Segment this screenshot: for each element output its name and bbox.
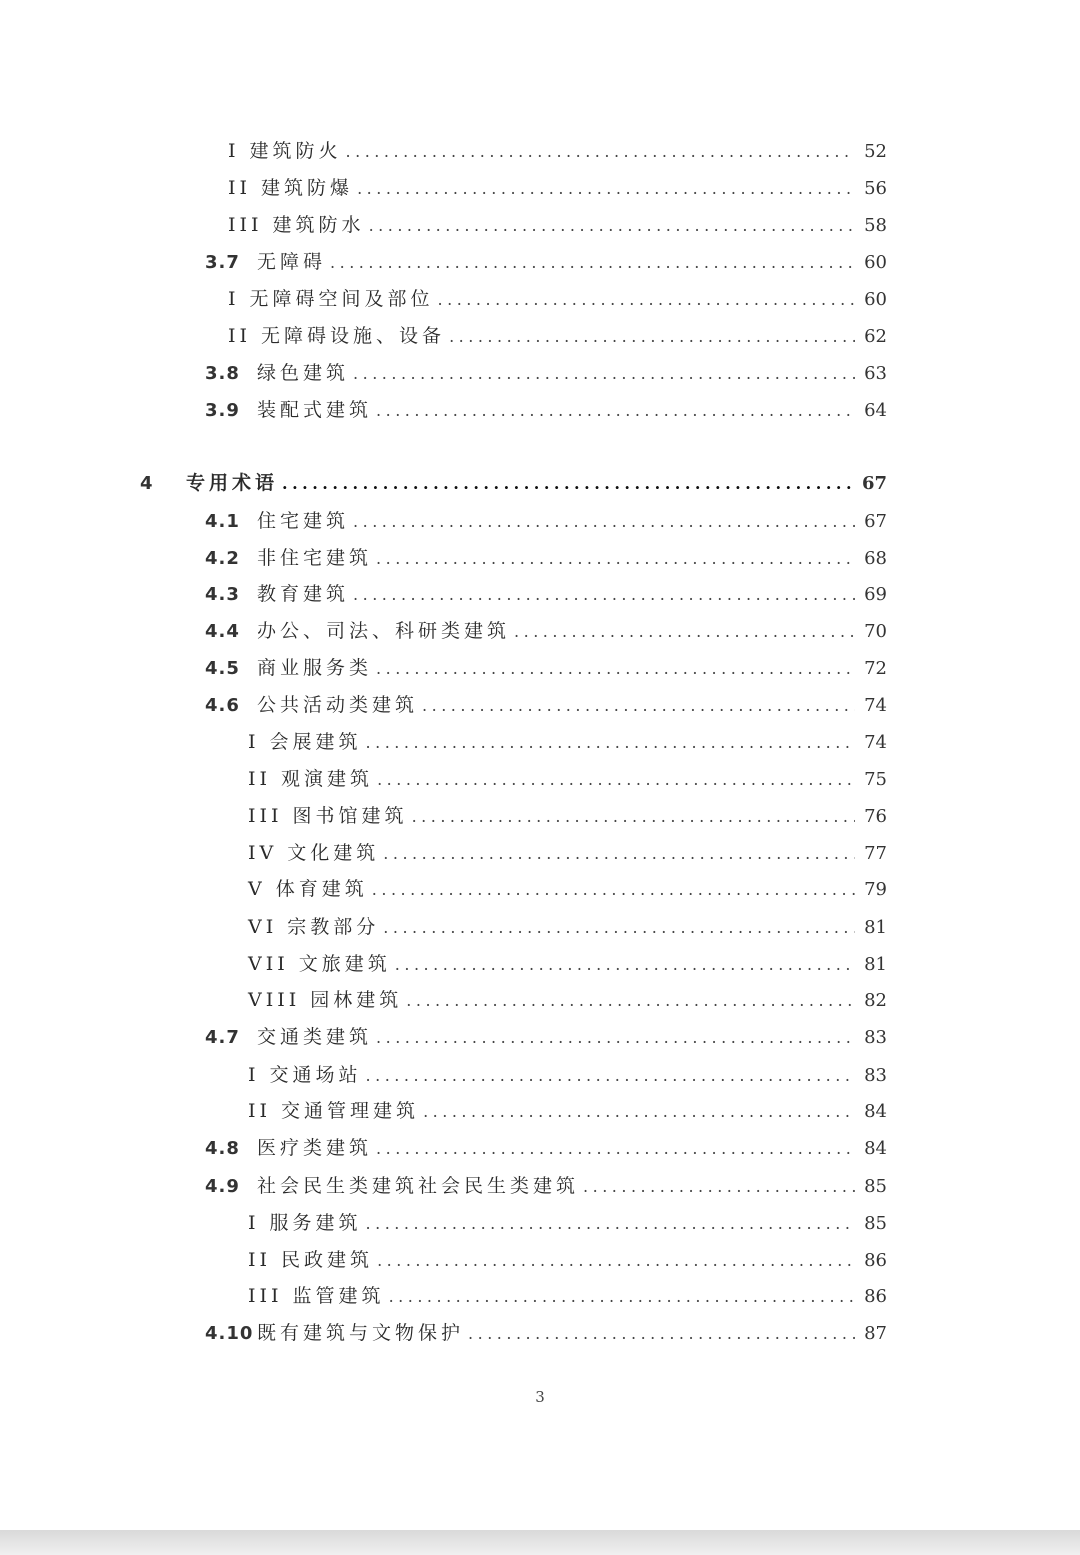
toc-entry-page: 86: [864, 1286, 887, 1307]
toc-entry-title: VIII 园林建筑: [248, 989, 403, 1011]
toc-dot-leader: [346, 142, 855, 161]
toc-entry-page: 76: [864, 806, 887, 827]
toc-dot-leader: [406, 991, 855, 1010]
toc-entry-title: I 会展建筑: [248, 731, 362, 753]
toc-entry-title: III 监管建筑: [248, 1285, 385, 1307]
toc-entry[interactable]: [228, 136, 887, 166]
toc-entry-number: 4.8: [205, 1138, 240, 1159]
toc-entry-page: 70: [864, 621, 887, 642]
toc-entry-title: I 无障碍空间及部位: [228, 288, 434, 310]
toc-entry-number: 4.9: [205, 1176, 240, 1197]
toc-entry-page: 67: [861, 473, 887, 494]
toc-entry[interactable]: [205, 1171, 887, 1201]
toc-entry-title: IV 文化建筑: [248, 842, 380, 864]
toc-dot-leader: [372, 880, 855, 899]
toc-dot-leader: [376, 401, 855, 420]
toc-dot-leader: [353, 585, 855, 604]
toc-entry-title: 无障碍: [257, 251, 327, 273]
toc-entry-title: 住宅建筑: [257, 510, 350, 532]
toc-dot-leader: [383, 918, 855, 937]
toc-entry[interactable]: [205, 1318, 887, 1348]
toc-entry-title: I 服务建筑: [248, 1212, 362, 1234]
viewer-bottom-bar: [0, 1530, 1080, 1555]
toc-entry[interactable]: [228, 284, 887, 314]
toc-entry-page: 68: [864, 548, 887, 569]
toc-dot-leader: [366, 1066, 855, 1085]
toc-entry-page: 67: [864, 511, 887, 532]
toc-dot-leader: [395, 955, 855, 974]
toc-entry-title: II 观演建筑: [248, 768, 374, 790]
toc-entry[interactable]: [248, 838, 887, 868]
toc-entry-page: 74: [864, 732, 887, 753]
toc-entry-page: 56: [864, 178, 887, 199]
toc-entry-title: 既有建筑与文物保护: [257, 1322, 465, 1344]
toc-entry-title: I 交通场站: [248, 1064, 362, 1086]
toc-entry-number: 3.8: [205, 363, 240, 384]
toc-entry-number: 4.4: [205, 621, 240, 642]
toc-entry-page: 84: [864, 1138, 887, 1159]
toc-dot-leader: [376, 1139, 855, 1158]
toc-entry-page: 63: [864, 363, 887, 384]
toc-entry-page: 79: [864, 879, 887, 900]
page-number-footer: 3: [535, 1388, 545, 1406]
toc-entry[interactable]: [205, 579, 887, 609]
toc-dot-leader: [376, 659, 855, 678]
toc-entry-title: 装配式建筑: [257, 399, 373, 421]
toc-entry-page: 58: [864, 215, 887, 236]
toc-dot-leader: [422, 696, 855, 715]
toc-entry-page: 60: [864, 252, 887, 273]
toc-entry[interactable]: [205, 395, 887, 425]
toc-entry-title: II 建筑防爆: [228, 177, 354, 199]
toc-entry[interactable]: [248, 1060, 887, 1090]
toc-entry-page: 85: [864, 1213, 887, 1234]
toc-entry-number: 3.9: [205, 400, 240, 421]
toc-entry[interactable]: [140, 468, 887, 498]
toc-dot-leader: [376, 1028, 855, 1047]
toc-entry-title: I 建筑防火: [228, 140, 342, 162]
toc-entry[interactable]: [228, 210, 887, 240]
toc-entry-page: 81: [864, 917, 887, 938]
toc-entry-page: 81: [864, 954, 887, 975]
toc-entry-page: 60: [864, 289, 887, 310]
toc-dot-leader: [389, 1287, 855, 1306]
toc-entry-page: 69: [864, 584, 887, 605]
toc-entry[interactable]: [205, 506, 887, 536]
toc-entry-title: II 交通管理建筑: [248, 1100, 420, 1122]
toc-entry-page: 62: [864, 326, 887, 347]
toc-entry-page: 52: [864, 141, 887, 162]
toc-entry-page: 82: [864, 990, 887, 1011]
toc-entry[interactable]: [205, 1022, 887, 1052]
toc-dot-leader: [369, 216, 855, 235]
toc-entry-title: 公共活动类建筑: [257, 694, 419, 716]
toc-entry-title: III 建筑防水: [228, 214, 365, 236]
toc-entry-number: 4.5: [205, 658, 240, 679]
toc-entry[interactable]: [248, 949, 887, 979]
toc-entry-number: 4.7: [205, 1027, 240, 1048]
toc-entry-number: 3.7: [205, 252, 240, 273]
toc-dot-leader: [377, 1251, 855, 1270]
toc-entry-page: 83: [864, 1065, 887, 1086]
toc-entry[interactable]: [205, 1133, 887, 1163]
toc-dot-leader: [353, 364, 855, 383]
toc-entry-title: 商业服务类: [257, 657, 373, 679]
toc-entry-number: 4.3: [205, 584, 240, 605]
toc-entry-page: 75: [864, 769, 887, 790]
toc-entry-title: 办公、司法、科研类建筑: [257, 620, 511, 642]
toc-entry[interactable]: [205, 690, 887, 720]
toc-entry-title: 非住宅建筑: [257, 547, 373, 569]
toc-entry-number: 4.10: [205, 1323, 254, 1344]
toc-entry-page: 84: [864, 1101, 887, 1122]
toc-entry[interactable]: [248, 1245, 887, 1275]
toc-entry[interactable]: [248, 1096, 887, 1126]
toc-dot-leader: [366, 1214, 855, 1233]
toc-dot-leader: [583, 1177, 855, 1196]
toc-entry[interactable]: [205, 247, 887, 277]
toc-entry-page: 74: [864, 695, 887, 716]
toc-dot-leader: [383, 844, 855, 863]
toc-entry-title: 教育建筑: [257, 583, 350, 605]
toc-entry-page: 83: [864, 1027, 887, 1048]
toc-entry-number: 4.6: [205, 695, 240, 716]
toc-dot-leader: [449, 327, 855, 346]
toc-dot-leader: [357, 179, 855, 198]
toc-entry[interactable]: [248, 985, 887, 1015]
toc-entry-page: 87: [864, 1323, 887, 1344]
toc-entry[interactable]: [228, 173, 887, 203]
toc-dot-leader: [330, 253, 855, 272]
toc-dot-leader: [423, 1102, 855, 1121]
toc-entry[interactable]: [205, 616, 887, 646]
toc-dot-leader: [282, 474, 855, 493]
toc-entry[interactable]: [248, 764, 887, 794]
toc-entry[interactable]: [248, 874, 887, 904]
toc-entry[interactable]: [228, 321, 887, 351]
toc-entry-page: 72: [864, 658, 887, 679]
toc-entry-number: 4.1: [205, 511, 240, 532]
toc-entry[interactable]: [248, 801, 887, 831]
toc-entry[interactable]: [248, 1281, 887, 1311]
toc-dot-leader: [376, 549, 855, 568]
toc-entry-page: 64: [864, 400, 887, 421]
toc-dot-leader: [366, 733, 855, 752]
toc-entry-title: III 图书馆建筑: [248, 805, 408, 827]
toc-entry-title: 社会民生类建筑社会民生类建筑: [257, 1175, 580, 1197]
toc-entry[interactable]: [205, 543, 887, 573]
toc-dot-leader: [353, 512, 855, 531]
toc-entry-title: 交通类建筑: [257, 1026, 373, 1048]
toc-entry-title: VI 宗教部分: [248, 916, 380, 938]
toc-entry-title: 绿色建筑: [257, 362, 350, 384]
toc-entry-title: II 无障碍设施、设备: [228, 325, 446, 347]
toc-entry-title: 医疗类建筑: [257, 1137, 373, 1159]
toc-dot-leader: [514, 622, 855, 641]
toc-entry-title: V 体育建筑: [248, 878, 368, 900]
toc-entry-number: 4.2: [205, 548, 240, 569]
toc-entry[interactable]: [248, 1208, 887, 1238]
toc-entry[interactable]: [248, 727, 887, 757]
toc-dot-leader: [438, 290, 855, 309]
toc-entry-title: VII 文旅建筑: [248, 953, 391, 975]
toc-entry-page: 77: [864, 843, 887, 864]
toc-entry-number: 4: [140, 473, 154, 494]
toc-dot-leader: [468, 1324, 855, 1343]
toc-entry-page: 86: [864, 1250, 887, 1271]
toc-entry[interactable]: [205, 358, 887, 388]
toc-entry-title: 专用术语: [186, 472, 279, 494]
toc-dot-leader: [377, 770, 855, 789]
toc-entry[interactable]: [205, 653, 887, 683]
toc-dot-leader: [412, 807, 855, 826]
toc-entry-title: II 民政建筑: [248, 1249, 374, 1271]
toc-entry[interactable]: [248, 912, 887, 942]
toc-entry-page: 85: [864, 1176, 887, 1197]
